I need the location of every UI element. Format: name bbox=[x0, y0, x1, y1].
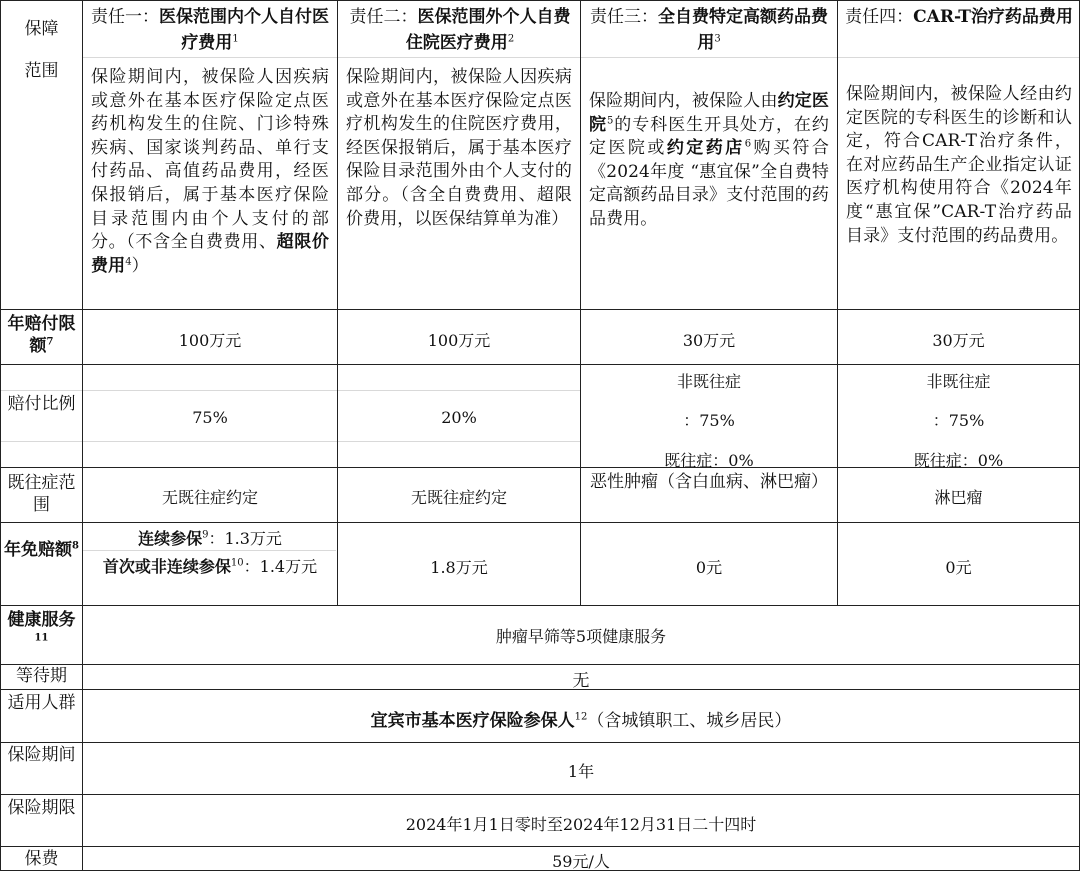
ratio4-non-pre-label bbox=[838, 369, 1079, 392]
term-value bbox=[83, 812, 1079, 835]
waiting-period-label bbox=[1, 665, 82, 687]
period-label-text: 保险期间 bbox=[7, 745, 76, 765]
row-divider bbox=[0, 309, 1080, 310]
scope1-end: ） bbox=[131, 255, 149, 276]
ratio3-non-pre-value bbox=[581, 408, 837, 431]
row-divider bbox=[0, 522, 1080, 523]
sub-divider bbox=[0, 390, 580, 391]
table-border-top bbox=[0, 0, 1080, 1]
deductible-value-2 bbox=[338, 555, 580, 578]
ratio-value-2 bbox=[338, 408, 580, 427]
deductible-first-value: ：1.4万元 bbox=[243, 557, 318, 576]
premium-value-text: 59元/人 bbox=[552, 852, 610, 871]
header-col-label bbox=[1, 18, 82, 40]
scope-responsibility-3 bbox=[583, 90, 835, 232]
scope3-s2: 6 bbox=[744, 138, 752, 150]
deductible-first-label: 首次或非连续参保 bbox=[102, 557, 231, 576]
header-responsibility-1 bbox=[88, 2, 332, 56]
col-divider bbox=[337, 0, 338, 605]
deductible-continuous-sup: 9 bbox=[202, 529, 209, 541]
header-responsibility-2 bbox=[342, 2, 578, 56]
preexisting-value-1 bbox=[83, 485, 337, 508]
header-responsibility-3 bbox=[584, 2, 834, 56]
ratio3-non-pre-label bbox=[581, 369, 837, 392]
resp1-title: 医保范围内个人自付医疗费用 bbox=[159, 7, 329, 53]
preexisting-value-3 bbox=[588, 470, 830, 494]
term-label bbox=[1, 797, 82, 819]
scope3-t3: 购买符合《2024年度 “惠宜保”全自费特定高额药品目录》支付范围的药品费用。 bbox=[589, 138, 829, 229]
row-divider bbox=[0, 794, 1080, 795]
ratio-label bbox=[1, 393, 82, 415]
scope3-t1: 保险期间内，被保险人由 bbox=[589, 91, 778, 111]
health-service-value-text: 肿瘤早筛等5项健康服务 bbox=[495, 627, 667, 646]
deductible-value-4 bbox=[838, 555, 1079, 578]
deductible-value-3 bbox=[581, 555, 837, 578]
annual-limit-value-text: 30万元 bbox=[682, 331, 736, 350]
period-value bbox=[83, 759, 1079, 782]
annual-limit-value-text: 100万元 bbox=[178, 331, 242, 350]
deductible-continuous bbox=[83, 526, 337, 549]
resp1-prefix: 责任一： bbox=[91, 7, 159, 27]
resp3-sup: 3 bbox=[714, 33, 721, 45]
applicable-bold: 宜宾市基本医疗保险参保人 bbox=[370, 711, 575, 731]
health-service-label-text: 健康服务 bbox=[7, 610, 76, 630]
term-label-text: 保险期限 bbox=[7, 798, 76, 818]
applicable-sup: 12 bbox=[574, 711, 588, 723]
preexisting-label bbox=[1, 472, 82, 516]
annual-limit-value-text: 100万元 bbox=[427, 331, 491, 350]
sub-divider bbox=[82, 550, 336, 551]
annual-limit-label bbox=[1, 313, 82, 357]
annual-limit-value-text: 30万元 bbox=[932, 331, 985, 350]
scope4-text: 保险期间内，被保险人经由约定医院的专科医生的诊断和认定，符合CAR-T治疗条件，在对应药品生产企业指定认证医疗机构使用符合《2024年度“惠宜保”CAR-T治疗药品目录》支付范围的药品费用。 bbox=[846, 84, 1072, 246]
health-service-sup: 11 bbox=[34, 632, 49, 644]
deductible-continuous-value: ：1.3万元 bbox=[208, 529, 282, 548]
col-divider bbox=[837, 0, 838, 605]
scope-responsibility-1 bbox=[85, 66, 335, 278]
deductible-label bbox=[1, 539, 82, 561]
premium-label-text: 保费 bbox=[24, 849, 59, 869]
deductible-first-sup: 10 bbox=[230, 557, 244, 569]
row-divider bbox=[0, 846, 1080, 847]
deductible-value-text: 0元 bbox=[945, 558, 972, 577]
ratio4-non-pre-label-text: 非既往症 bbox=[926, 372, 991, 391]
row-divider bbox=[82, 57, 1080, 58]
annual-limit-sup: 7 bbox=[46, 336, 54, 348]
preexisting-value-text: 无既往症约定 bbox=[161, 488, 258, 507]
preexisting-value-2 bbox=[338, 485, 580, 508]
waiting-period-value bbox=[83, 666, 1079, 691]
preexisting-label-text: 既往症范围 bbox=[7, 473, 76, 515]
ratio-value-text: 75% bbox=[192, 408, 228, 427]
waiting-period-value-text: 无 bbox=[572, 671, 590, 691]
resp3-prefix: 责任三： bbox=[590, 7, 658, 27]
premium-label bbox=[1, 848, 82, 870]
applicable-rest: （含城镇职工、城乡居民） bbox=[587, 711, 792, 731]
preexisting-value-text: 无既往症约定 bbox=[410, 488, 507, 507]
ratio4-pre bbox=[838, 448, 1079, 471]
header-col-text: 保障 bbox=[24, 19, 59, 39]
table-border-left bbox=[0, 0, 1, 871]
scope-label-text: 范围 bbox=[24, 61, 59, 81]
scope3-s1: 5 bbox=[606, 114, 614, 126]
header-responsibility-4 bbox=[842, 2, 1076, 30]
preexisting-value-text: 淋巴瘤 bbox=[934, 488, 983, 507]
col-divider bbox=[82, 0, 83, 871]
health-service-label bbox=[1, 609, 82, 653]
row-divider bbox=[0, 742, 1080, 743]
ratio-label-text: 赔付比例 bbox=[7, 394, 76, 414]
deductible-label-text: 年免赔额 bbox=[4, 540, 73, 560]
annual-limit-value-2 bbox=[338, 328, 580, 351]
ratio3-non-pre-label-text: 非既往症 bbox=[676, 372, 741, 391]
sub-divider bbox=[0, 441, 580, 442]
resp2-prefix: 责任二： bbox=[349, 7, 418, 27]
scope-label bbox=[1, 60, 82, 82]
scope1-bold: 超限价费用 bbox=[91, 232, 329, 276]
applicable-label bbox=[1, 692, 82, 714]
resp3-title: 全自费特定高额药品费用 bbox=[658, 7, 828, 53]
preexisting-value-4 bbox=[838, 485, 1079, 508]
row-divider bbox=[0, 605, 1080, 606]
premium-value bbox=[83, 849, 1079, 872]
scope-responsibility-2 bbox=[340, 66, 578, 231]
resp2-sup: 2 bbox=[507, 33, 515, 45]
ratio3-pre-text: 既往症：0% bbox=[664, 451, 754, 470]
ratio-value-1 bbox=[83, 408, 337, 427]
row-divider bbox=[0, 364, 1080, 365]
ratio-value-text: 20% bbox=[441, 408, 477, 427]
scope3-b2: 约定药店 bbox=[666, 138, 745, 159]
deductible-continuous-label: 连续参保 bbox=[138, 529, 203, 548]
deductible-first bbox=[83, 555, 337, 578]
resp1-sup: 1 bbox=[232, 33, 239, 45]
ratio3-pre bbox=[581, 448, 837, 471]
ratio4-non-pre-value bbox=[838, 408, 1079, 431]
scope2-text: 保险期间内，被保险人因疾病或意外在基本医疗保险定点医疗机构发生的住院医疗费用，经医保报销后，属于基本医疗保险目录范围外由个人支付的部分。（含全自费费用、超限价费用，以医保结算单为准） bbox=[346, 67, 572, 229]
deductible-sup: 8 bbox=[72, 540, 79, 552]
scope1-sup: 4 bbox=[125, 256, 132, 268]
ratio4-non-pre-value-text: ：75% bbox=[932, 411, 985, 430]
period-value-text: 1年 bbox=[567, 762, 595, 781]
scope3-t2: 的专科医生开具处方，在约定医院或 bbox=[589, 114, 829, 159]
ratio3-non-pre-value-text: ：75% bbox=[683, 411, 735, 430]
health-service-value bbox=[83, 624, 1079, 647]
applicable-value bbox=[83, 706, 1079, 731]
resp4-title: CAR-T治疗药品费用 bbox=[913, 7, 1073, 27]
scope1-text: 保险期间内，被保险人因疾病或意外在基本医疗保险定点医药机构发生的住院、门诊特殊疾病、国家谈判药品、单行支付药品、高值药品费用，经医保报销后，属于基本医疗保险目录范围内由个人支付的部分。（不含全自费费用、 bbox=[91, 67, 329, 253]
annual-limit-value-1 bbox=[83, 328, 337, 351]
annual-limit-value-3 bbox=[581, 328, 837, 351]
resp4-prefix: 责任四： bbox=[845, 7, 914, 27]
preexisting-value-text: 恶性肿瘤（含白血病、淋巴瘤） bbox=[590, 472, 828, 492]
annual-limit-label-text: 年赔付限额 bbox=[7, 314, 76, 356]
col-divider bbox=[580, 0, 581, 605]
deductible-value-text: 0元 bbox=[695, 558, 723, 577]
period-label bbox=[1, 744, 82, 766]
annual-limit-value-4 bbox=[838, 328, 1079, 351]
scope-responsibility-4 bbox=[840, 83, 1078, 248]
deductible-value-text: 1.8万元 bbox=[430, 558, 488, 577]
waiting-period-label-text: 等待期 bbox=[16, 666, 67, 686]
row-divider bbox=[0, 664, 1080, 665]
ratio4-pre-text: 既往症：0% bbox=[913, 451, 1004, 470]
term-value-text: 2024年1月1日零时至2024年12月31日二十四时 bbox=[405, 815, 757, 834]
resp2-title: 医保范围外个人自费住院医疗费用 bbox=[405, 7, 571, 53]
scope3-b1: 约定医院 bbox=[589, 91, 829, 135]
applicable-label-text: 适用人群 bbox=[7, 693, 76, 713]
